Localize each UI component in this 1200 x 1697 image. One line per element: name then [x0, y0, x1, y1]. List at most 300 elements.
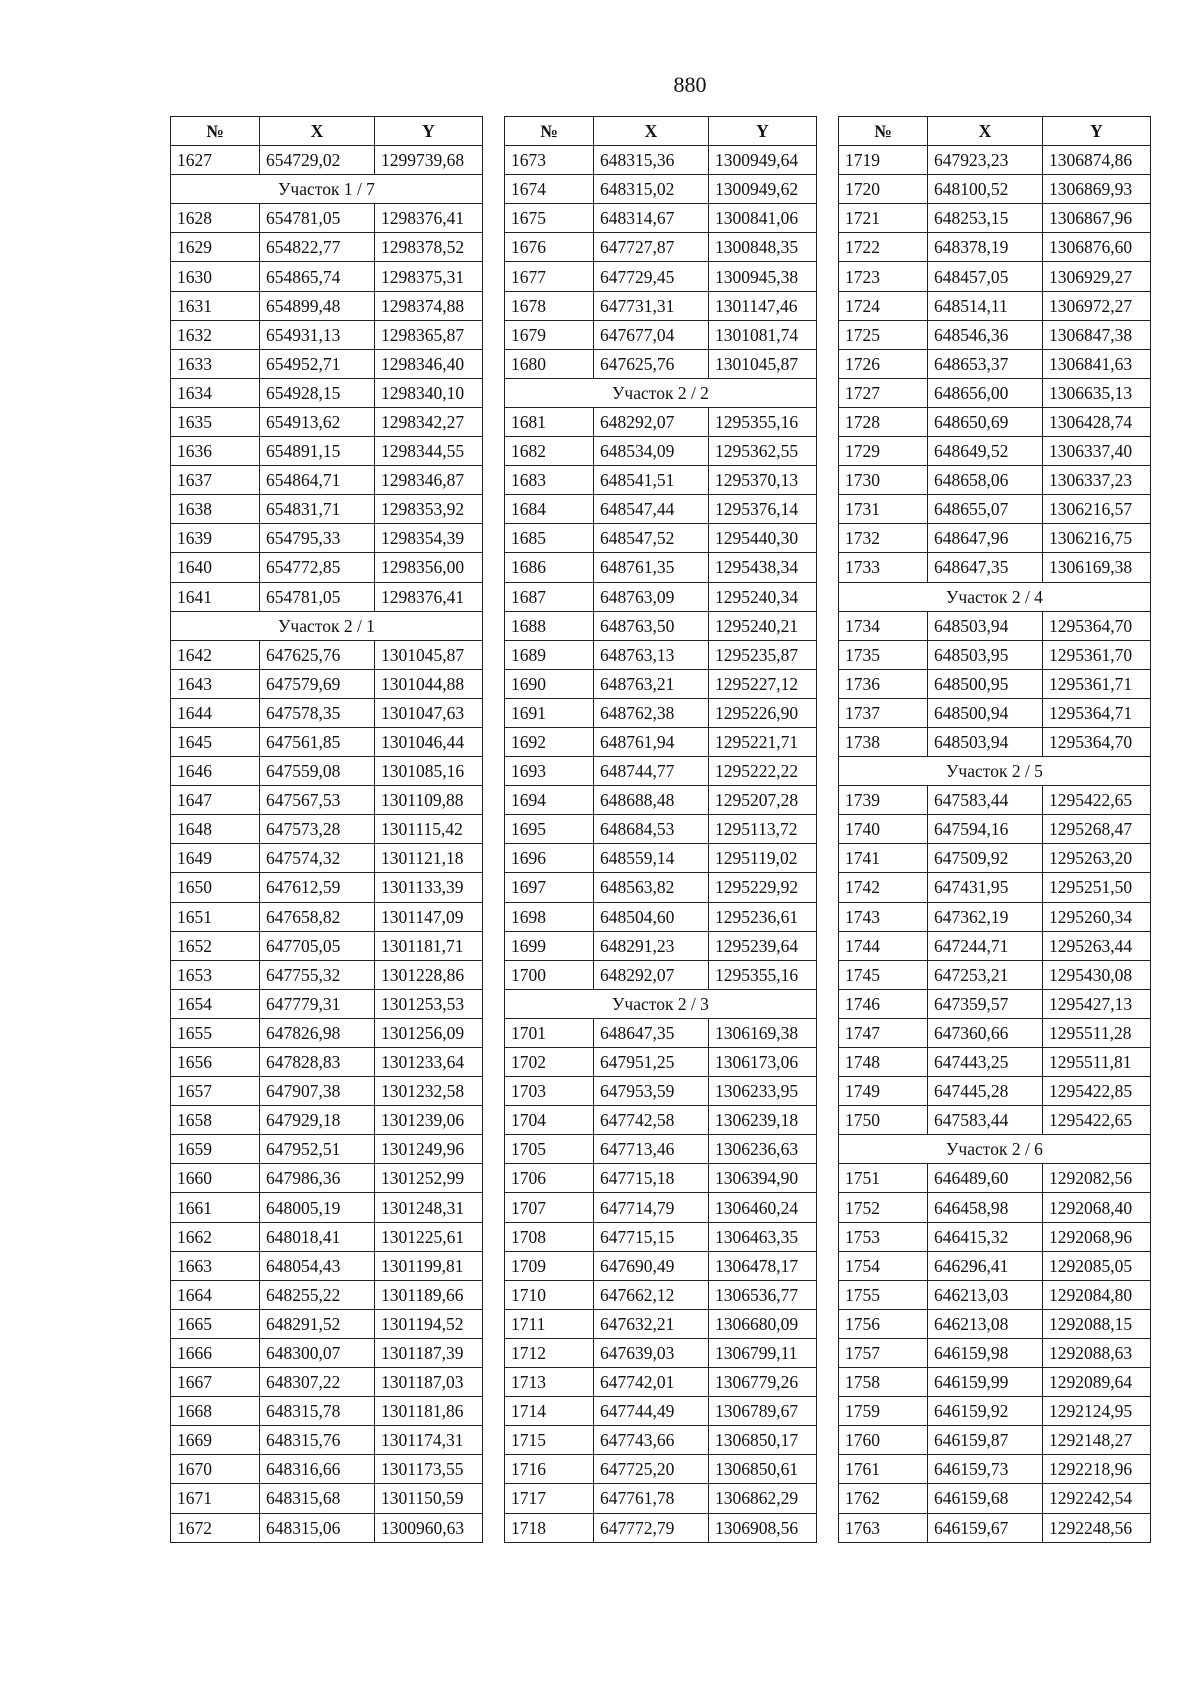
table-row [505, 1280, 817, 1309]
table-row [171, 1338, 483, 1367]
x-coordinate: 648656,00 [928, 378, 1043, 407]
table-row [171, 1193, 483, 1222]
y-coordinate: 1306428,74 [1043, 407, 1151, 436]
x-coordinate: 648315,78 [260, 1397, 375, 1426]
y-coordinate: 1295227,12 [709, 669, 817, 698]
x-coordinate: 647578,35 [260, 698, 375, 727]
x-coordinate: 654729,02 [260, 146, 375, 175]
x-coordinate: 648378,19 [928, 233, 1043, 262]
table-row [839, 175, 1151, 204]
x-coordinate: 648763,21 [594, 669, 709, 698]
table-row [171, 1251, 483, 1280]
x-coordinate: 647743,66 [594, 1426, 709, 1455]
point-number: 1718 [505, 1513, 594, 1542]
y-coordinate: 1301174,31 [375, 1426, 483, 1455]
x-coordinate: 647729,45 [594, 262, 709, 291]
table-row [171, 1164, 483, 1193]
point-number: 1707 [505, 1193, 594, 1222]
y-coordinate: 1301081,74 [709, 320, 817, 349]
y-coordinate: 1298342,27 [375, 407, 483, 436]
x-coordinate: 647690,49 [594, 1251, 709, 1280]
y-coordinate: 1300949,64 [709, 146, 817, 175]
point-number: 1762 [839, 1484, 928, 1513]
point-number: 1723 [839, 262, 928, 291]
x-coordinate: 648559,14 [594, 844, 709, 873]
point-number: 1725 [839, 320, 928, 349]
x-coordinate: 647727,87 [594, 233, 709, 262]
point-number: 1653 [171, 960, 260, 989]
table-row [171, 262, 483, 291]
x-coordinate: 647625,76 [260, 640, 375, 669]
point-number: 1754 [839, 1251, 928, 1280]
point-number: 1672 [171, 1513, 260, 1542]
table-row [839, 1251, 1151, 1280]
section-row [505, 989, 817, 1018]
y-coordinate: 1295355,16 [709, 960, 817, 989]
x-coordinate: 647362,19 [928, 902, 1043, 931]
point-number: 1730 [839, 466, 928, 495]
y-coordinate: 1306478,17 [709, 1251, 817, 1280]
table-row [505, 1397, 817, 1426]
point-number: 1659 [171, 1135, 260, 1164]
x-coordinate: 647929,18 [260, 1106, 375, 1135]
point-number: 1761 [839, 1455, 928, 1484]
y-coordinate: 1306929,27 [1043, 262, 1151, 291]
y-coordinate: 1292068,96 [1043, 1222, 1151, 1251]
section-title: Участок 1 / 7 [171, 175, 483, 204]
y-coordinate: 1295422,65 [1043, 1106, 1151, 1135]
point-number: 1660 [171, 1164, 260, 1193]
point-number: 1755 [839, 1280, 928, 1309]
x-coordinate: 647639,03 [594, 1338, 709, 1367]
y-coordinate: 1301194,52 [375, 1309, 483, 1338]
table-row [505, 873, 817, 902]
point-number: 1729 [839, 437, 928, 466]
point-number: 1748 [839, 1048, 928, 1077]
y-coordinate: 1306536,77 [709, 1280, 817, 1309]
y-coordinate: 1295226,90 [709, 698, 817, 727]
y-coordinate: 1295364,70 [1043, 727, 1151, 756]
y-coordinate: 1306869,93 [1043, 175, 1151, 204]
point-number: 1652 [171, 931, 260, 960]
x-coordinate: 647907,38 [260, 1077, 375, 1106]
table-row [505, 1368, 817, 1397]
y-coordinate: 1306169,38 [709, 1018, 817, 1047]
x-coordinate: 647443,25 [928, 1048, 1043, 1077]
x-coordinate: 647583,44 [928, 1106, 1043, 1135]
table-row [505, 669, 817, 698]
table-row [505, 786, 817, 815]
y-coordinate: 1295240,34 [709, 582, 817, 611]
y-coordinate: 1298374,88 [375, 291, 483, 320]
x-coordinate: 647714,79 [594, 1193, 709, 1222]
point-number: 1749 [839, 1077, 928, 1106]
table-row [839, 1222, 1151, 1251]
y-coordinate: 1300945,38 [709, 262, 817, 291]
table-row [171, 786, 483, 815]
point-number: 1692 [505, 727, 594, 756]
x-coordinate: 648647,35 [928, 553, 1043, 582]
point-number: 1758 [839, 1368, 928, 1397]
point-number: 1727 [839, 378, 928, 407]
table-row [839, 1164, 1151, 1193]
table-row [505, 931, 817, 960]
point-number: 1726 [839, 349, 928, 378]
x-coordinate: 647567,53 [260, 786, 375, 815]
x-coordinate: 648647,35 [594, 1018, 709, 1047]
x-coordinate: 648315,06 [260, 1513, 375, 1542]
x-coordinate: 646159,99 [928, 1368, 1043, 1397]
point-number: 1694 [505, 786, 594, 815]
section-title: Участок 2 / 2 [505, 378, 817, 407]
y-coordinate: 1301225,61 [375, 1222, 483, 1251]
x-coordinate: 648314,67 [594, 204, 709, 233]
x-coordinate: 648653,37 [928, 349, 1043, 378]
y-coordinate: 1306173,06 [709, 1048, 817, 1077]
table-row [505, 1251, 817, 1280]
table-row [839, 1455, 1151, 1484]
point-number: 1735 [839, 640, 928, 669]
y-coordinate: 1301085,16 [375, 757, 483, 786]
x-coordinate: 648547,44 [594, 495, 709, 524]
point-number: 1680 [505, 349, 594, 378]
table-row [505, 1222, 817, 1251]
column-header-number: № [505, 117, 594, 146]
point-number: 1645 [171, 727, 260, 756]
y-coordinate: 1295235,87 [709, 640, 817, 669]
x-coordinate: 646159,67 [928, 1513, 1043, 1542]
table-row [505, 495, 817, 524]
y-coordinate: 1295263,44 [1043, 931, 1151, 960]
point-number: 1628 [171, 204, 260, 233]
y-coordinate: 1306876,60 [1043, 233, 1151, 262]
point-number: 1656 [171, 1048, 260, 1077]
point-number: 1757 [839, 1338, 928, 1367]
table-row [505, 320, 817, 349]
x-coordinate: 647725,20 [594, 1455, 709, 1484]
table-row [839, 1018, 1151, 1047]
table-row [839, 669, 1151, 698]
point-number: 1630 [171, 262, 260, 291]
x-coordinate: 648291,23 [594, 931, 709, 960]
x-coordinate: 647731,31 [594, 291, 709, 320]
section-title: Участок 2 / 6 [839, 1135, 1151, 1164]
x-coordinate: 647742,58 [594, 1106, 709, 1135]
point-number: 1742 [839, 873, 928, 902]
point-number: 1674 [505, 175, 594, 204]
point-number: 1733 [839, 553, 928, 582]
table-row [839, 524, 1151, 553]
table-row [171, 989, 483, 1018]
x-coordinate: 647986,36 [260, 1164, 375, 1193]
table-row [171, 1222, 483, 1251]
table-row [171, 378, 483, 407]
table-row [171, 1484, 483, 1513]
x-coordinate: 647509,92 [928, 844, 1043, 873]
point-number: 1760 [839, 1426, 928, 1455]
x-coordinate: 646213,03 [928, 1280, 1043, 1309]
y-coordinate: 1301232,58 [375, 1077, 483, 1106]
point-number: 1669 [171, 1426, 260, 1455]
x-coordinate: 648504,60 [594, 902, 709, 931]
table-row [839, 495, 1151, 524]
table-row [171, 960, 483, 989]
page-number: 880 [673, 72, 707, 97]
point-number: 1665 [171, 1309, 260, 1338]
x-coordinate: 648307,22 [260, 1368, 375, 1397]
table-row [839, 1513, 1151, 1542]
x-coordinate: 646213,08 [928, 1309, 1043, 1338]
x-coordinate: 648500,95 [928, 669, 1043, 698]
table-row [839, 1106, 1151, 1135]
section-title: Участок 2 / 4 [839, 582, 1151, 611]
point-number: 1732 [839, 524, 928, 553]
column-header-number: № [171, 117, 260, 146]
point-number: 1703 [505, 1077, 594, 1106]
x-coordinate: 648315,36 [594, 146, 709, 175]
y-coordinate: 1301150,59 [375, 1484, 483, 1513]
point-number: 1756 [839, 1309, 928, 1338]
point-number: 1708 [505, 1222, 594, 1251]
table-row [839, 466, 1151, 495]
point-number: 1678 [505, 291, 594, 320]
point-number: 1639 [171, 524, 260, 553]
y-coordinate: 1301045,87 [375, 640, 483, 669]
y-coordinate: 1301181,71 [375, 931, 483, 960]
y-coordinate: 1295229,92 [709, 873, 817, 902]
table-row [171, 1106, 483, 1135]
x-coordinate: 648018,41 [260, 1222, 375, 1251]
table-row [505, 1135, 817, 1164]
table-row [839, 640, 1151, 669]
table-row [839, 1426, 1151, 1455]
table-row [839, 146, 1151, 175]
point-number: 1682 [505, 437, 594, 466]
y-coordinate: 1306847,38 [1043, 320, 1151, 349]
x-coordinate: 654952,71 [260, 349, 375, 378]
x-coordinate: 647594,16 [928, 815, 1043, 844]
point-number: 1666 [171, 1338, 260, 1367]
y-coordinate: 1306867,96 [1043, 204, 1151, 233]
y-coordinate: 1301133,39 [375, 873, 483, 902]
y-coordinate: 1295239,64 [709, 931, 817, 960]
table-row [839, 437, 1151, 466]
table-row [505, 204, 817, 233]
x-coordinate: 648647,96 [928, 524, 1043, 553]
y-coordinate: 1292089,64 [1043, 1368, 1151, 1397]
table-row [171, 727, 483, 756]
table-row [505, 902, 817, 931]
y-coordinate: 1301187,39 [375, 1338, 483, 1367]
table-row [839, 1484, 1151, 1513]
y-coordinate: 1295221,71 [709, 727, 817, 756]
table-row [505, 1338, 817, 1367]
x-coordinate: 648649,52 [928, 437, 1043, 466]
section-title: Участок 2 / 3 [505, 989, 817, 1018]
y-coordinate: 1298356,00 [375, 553, 483, 582]
y-coordinate: 1301228,86 [375, 960, 483, 989]
table-row [171, 931, 483, 960]
table-row [505, 1455, 817, 1484]
y-coordinate: 1306233,95 [709, 1077, 817, 1106]
y-coordinate: 1301181,86 [375, 1397, 483, 1426]
point-number: 1699 [505, 931, 594, 960]
table-body [505, 146, 817, 1543]
y-coordinate: 1295119,02 [709, 844, 817, 873]
y-coordinate: 1295251,50 [1043, 873, 1151, 902]
table-row [839, 1309, 1151, 1338]
x-coordinate: 647677,04 [594, 320, 709, 349]
point-number: 1675 [505, 204, 594, 233]
x-coordinate: 654891,15 [260, 437, 375, 466]
table-row [171, 204, 483, 233]
y-coordinate: 1292242,54 [1043, 1484, 1151, 1513]
column-header-x: X [928, 117, 1043, 146]
x-coordinate: 647772,79 [594, 1513, 709, 1542]
column-header-x: X [594, 117, 709, 146]
point-number: 1739 [839, 786, 928, 815]
point-number: 1629 [171, 233, 260, 262]
y-coordinate: 1301187,03 [375, 1368, 483, 1397]
point-number: 1701 [505, 1018, 594, 1047]
y-coordinate: 1295422,85 [1043, 1077, 1151, 1106]
point-number: 1686 [505, 553, 594, 582]
y-coordinate: 1301046,44 [375, 727, 483, 756]
y-coordinate: 1298376,41 [375, 204, 483, 233]
x-coordinate: 646415,32 [928, 1222, 1043, 1251]
x-coordinate: 647612,59 [260, 873, 375, 902]
x-coordinate: 647923,23 [928, 146, 1043, 175]
table-row [839, 553, 1151, 582]
x-coordinate: 648253,15 [928, 204, 1043, 233]
point-number: 1717 [505, 1484, 594, 1513]
y-coordinate: 1306169,38 [1043, 553, 1151, 582]
x-coordinate: 647715,15 [594, 1222, 709, 1251]
point-number: 1683 [505, 466, 594, 495]
x-coordinate: 647561,85 [260, 727, 375, 756]
table-row [505, 727, 817, 756]
y-coordinate: 1306680,09 [709, 1309, 817, 1338]
y-coordinate: 1306789,67 [709, 1397, 817, 1426]
table-row [505, 815, 817, 844]
y-coordinate: 1306460,24 [709, 1193, 817, 1222]
x-coordinate: 647705,05 [260, 931, 375, 960]
x-coordinate: 648292,07 [594, 960, 709, 989]
table-row [171, 1018, 483, 1047]
x-coordinate: 654864,71 [260, 466, 375, 495]
x-coordinate: 648763,50 [594, 611, 709, 640]
y-coordinate: 1301239,06 [375, 1106, 483, 1135]
table-row [839, 349, 1151, 378]
x-coordinate: 648762,38 [594, 698, 709, 727]
point-number: 1636 [171, 437, 260, 466]
y-coordinate: 1295438,34 [709, 553, 817, 582]
y-coordinate: 1298365,87 [375, 320, 483, 349]
point-number: 1638 [171, 495, 260, 524]
point-number: 1661 [171, 1193, 260, 1222]
point-number: 1696 [505, 844, 594, 873]
point-number: 1670 [171, 1455, 260, 1484]
x-coordinate: 647779,31 [260, 989, 375, 1018]
y-coordinate: 1295364,70 [1043, 611, 1151, 640]
y-coordinate: 1295260,34 [1043, 902, 1151, 931]
y-coordinate: 1295207,28 [709, 786, 817, 815]
table-row [171, 553, 483, 582]
column-header-y: Y [1043, 117, 1151, 146]
x-coordinate: 654931,13 [260, 320, 375, 349]
point-number: 1684 [505, 495, 594, 524]
x-coordinate: 647951,25 [594, 1048, 709, 1077]
table-row [839, 320, 1151, 349]
y-coordinate: 1295222,22 [709, 757, 817, 786]
column-header-number: № [839, 117, 928, 146]
table-row [839, 815, 1151, 844]
point-number: 1715 [505, 1426, 594, 1455]
x-coordinate: 647742,01 [594, 1368, 709, 1397]
point-number: 1658 [171, 1106, 260, 1135]
table-row [171, 349, 483, 378]
table-row [839, 786, 1151, 815]
x-coordinate: 647625,76 [594, 349, 709, 378]
y-coordinate: 1306841,63 [1043, 349, 1151, 378]
y-coordinate: 1301147,46 [709, 291, 817, 320]
y-coordinate: 1301189,66 [375, 1280, 483, 1309]
x-coordinate: 648744,77 [594, 757, 709, 786]
x-coordinate: 648563,82 [594, 873, 709, 902]
x-coordinate: 647952,51 [260, 1135, 375, 1164]
table-row [839, 611, 1151, 640]
point-number: 1698 [505, 902, 594, 931]
x-coordinate: 648655,07 [928, 495, 1043, 524]
x-coordinate: 648514,11 [928, 291, 1043, 320]
y-coordinate: 1306799,11 [709, 1338, 817, 1367]
x-coordinate: 647632,21 [594, 1309, 709, 1338]
y-coordinate: 1301233,64 [375, 1048, 483, 1077]
point-number: 1722 [839, 233, 928, 262]
y-coordinate: 1298378,52 [375, 233, 483, 262]
table-row [171, 495, 483, 524]
x-coordinate: 647761,78 [594, 1484, 709, 1513]
point-number: 1704 [505, 1106, 594, 1135]
y-coordinate: 1301147,09 [375, 902, 483, 931]
point-number: 1744 [839, 931, 928, 960]
point-number: 1705 [505, 1135, 594, 1164]
table-row [505, 1484, 817, 1513]
table-row [171, 815, 483, 844]
x-coordinate: 647244,71 [928, 931, 1043, 960]
point-number: 1676 [505, 233, 594, 262]
point-number: 1635 [171, 407, 260, 436]
y-coordinate: 1301249,96 [375, 1135, 483, 1164]
table-row [505, 146, 817, 175]
y-coordinate: 1295370,13 [709, 466, 817, 495]
point-number: 1741 [839, 844, 928, 873]
y-coordinate: 1301253,53 [375, 989, 483, 1018]
section-title: Участок 2 / 1 [171, 611, 483, 640]
y-coordinate: 1292088,15 [1043, 1309, 1151, 1338]
table-row [505, 1164, 817, 1193]
y-coordinate: 1306337,40 [1043, 437, 1151, 466]
table-row [171, 1077, 483, 1106]
table-row [839, 1193, 1151, 1222]
table-row [505, 437, 817, 466]
table-row [171, 1135, 483, 1164]
point-number: 1671 [171, 1484, 260, 1513]
table-row [171, 320, 483, 349]
y-coordinate: 1301248,31 [375, 1193, 483, 1222]
table-row [171, 582, 483, 611]
x-coordinate: 647431,95 [928, 873, 1043, 902]
